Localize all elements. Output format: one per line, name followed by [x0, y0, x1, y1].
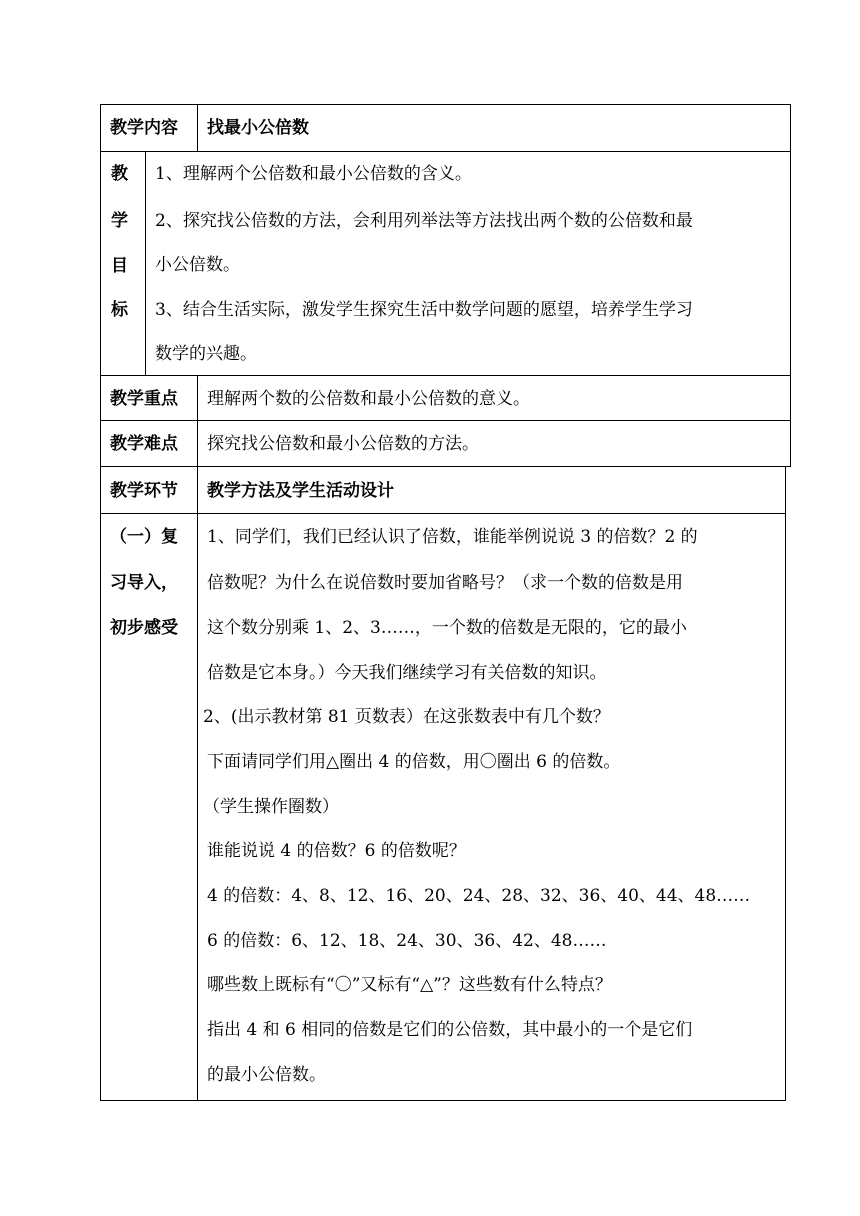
objective-line: 2、探究找公倍数的方法，会利用列举法等方法找出两个数的公倍数和最 — [155, 211, 693, 231]
stage1-line: 这个数分别乘 1、2、3……，一个数的倍数是无限的，它的最小 — [207, 618, 687, 638]
stage1-line: 倍数是它本身。）今天我们继续学习有关倍数的知识。 — [207, 663, 607, 683]
stage1-line: 谁能说说 4 的倍数？6 的倍数呢？ — [207, 841, 466, 861]
stage1-line: （学生操作圈数） — [203, 797, 339, 817]
stage1-line: 倍数呢？为什么在说倍数时要加省略号？（求一个数的倍数是用 — [207, 573, 683, 593]
stage1-line: 1、同学们，我们已经认识了倍数，谁能举例说说 3 的倍数？2 的 — [207, 527, 698, 547]
difficulty-value: 探究找公倍数和最小公倍数的方法。 — [207, 434, 479, 454]
difficulty-label: 教学难点 — [110, 434, 178, 454]
stage1-label-line: 习导入， — [110, 573, 178, 593]
key-point-label: 教学重点 — [110, 389, 178, 409]
stage1-line: 2、(出示教材第 81 页数表）在这张数表中有几个数？ — [203, 707, 610, 727]
objective-line: 3、结合生活实际，激发学生探究生活中数学问题的愿望，培养学生学习 — [155, 300, 693, 320]
stage-header-value: 教学方法及学生活动设计 — [207, 481, 394, 501]
content-value: 找最小公倍数 — [207, 118, 309, 138]
objective-line: 小公倍数。 — [155, 255, 240, 275]
key-point-value: 理解两个数的公倍数和最小公倍数的意义。 — [207, 389, 530, 409]
objective-line: 数学的兴趣。 — [155, 344, 257, 364]
objectives-label-char: 教 — [111, 164, 128, 184]
stage1-label-line: （一）复 — [110, 527, 178, 547]
objective-line: 1、理解两个公倍数和最小公倍数的含义。 — [155, 164, 472, 184]
objectives-label-char: 标 — [111, 300, 128, 320]
content-label: 教学内容 — [110, 118, 178, 138]
stage1-line: 指出 4 和 6 相同的倍数是它们的公倍数，其中最小的一个是它们 — [207, 1020, 693, 1040]
stage1-line: 的最小公倍数。 — [207, 1065, 326, 1085]
stage1-line: 下面请同学们用△圈出 4 的倍数，用〇圈出 6 的倍数。 — [207, 752, 621, 772]
stage1-label-line: 初步感受 — [110, 618, 178, 638]
objectives-label-char: 目 — [111, 256, 128, 276]
stage1-line: 6 的倍数：6、12、18、24、30、36、42、48…… — [207, 931, 607, 951]
stage1-line: 4 的倍数：4、8、12、16、20、24、28、32、36、40、44、48…… — [207, 886, 751, 906]
stage1-line: 哪些数上既标有“〇”又标有“△”？这些数有什么特点？ — [207, 975, 612, 995]
objectives-label-char: 学 — [111, 211, 128, 231]
stage-header-label: 教学环节 — [110, 481, 178, 501]
